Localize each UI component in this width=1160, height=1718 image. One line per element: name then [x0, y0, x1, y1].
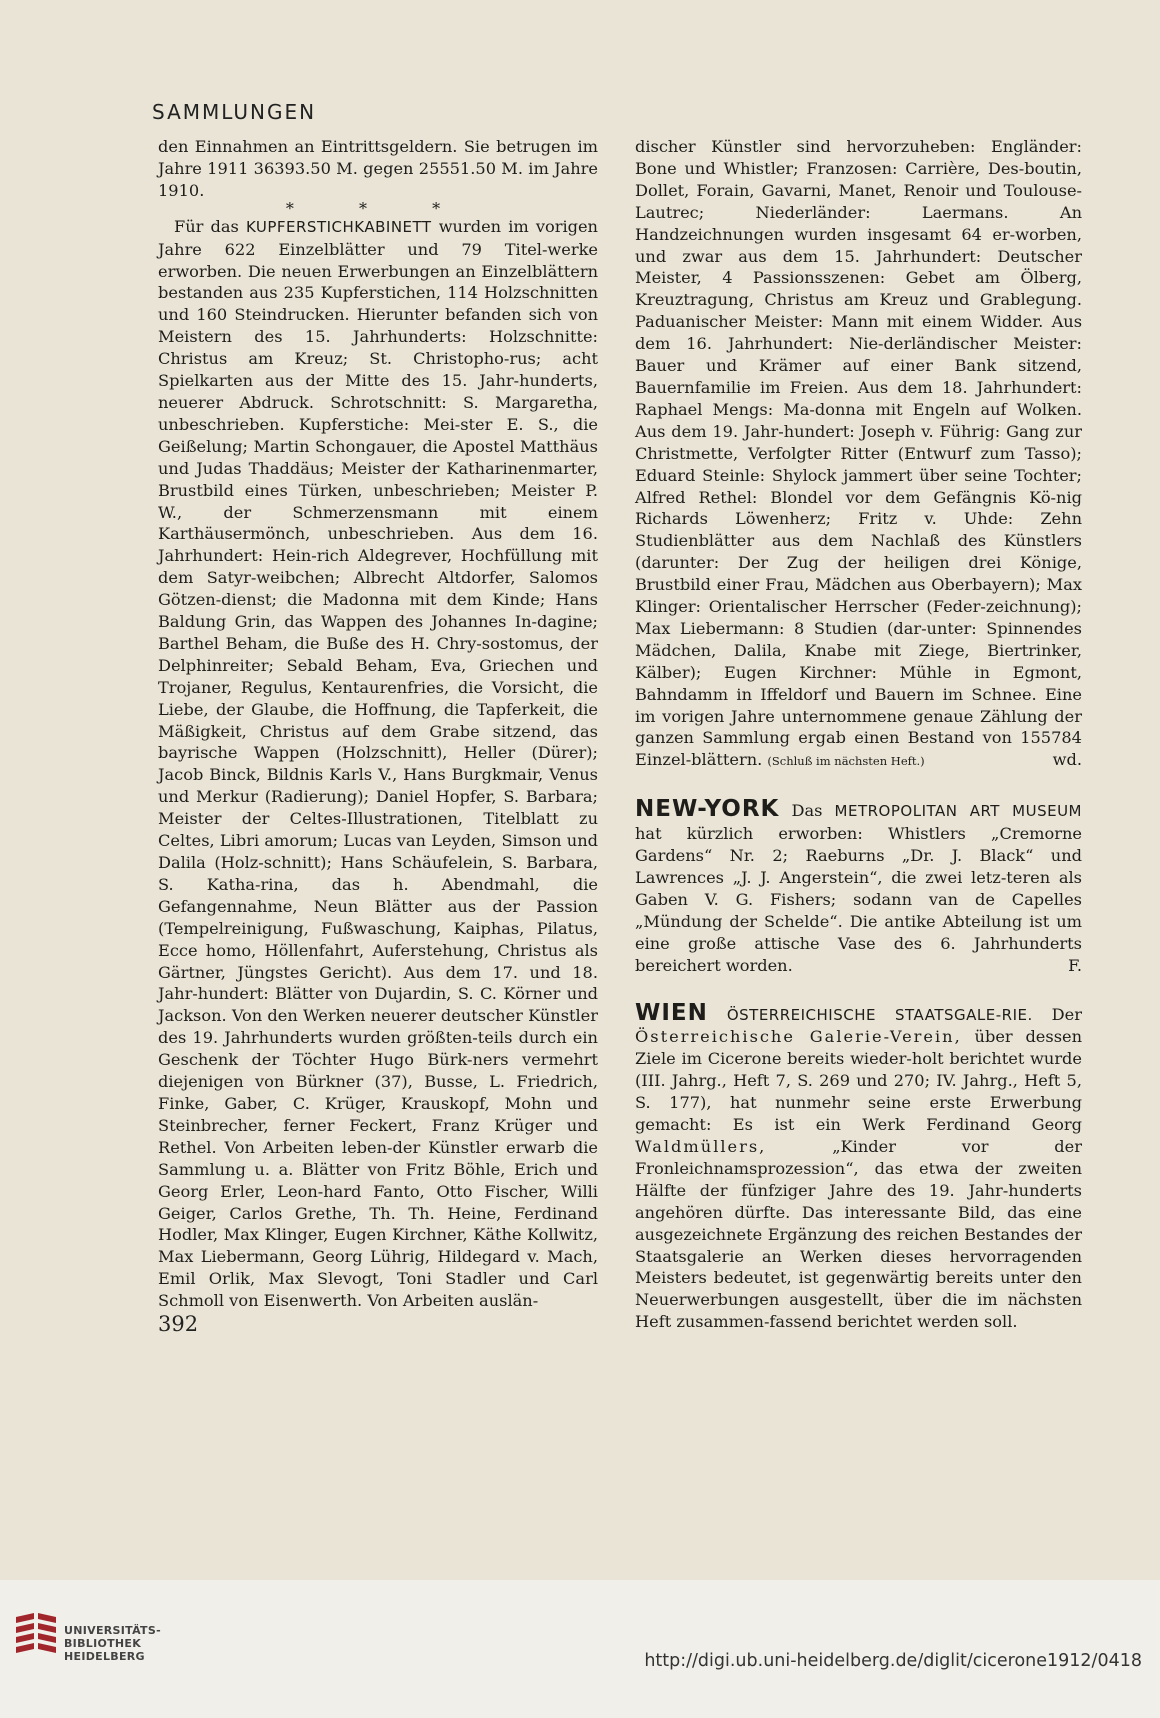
- wien-body-1: über dessen Ziele im Cicerone bereits wieder-holt berichtet wurde (III. Jahrg., Heft 7, S. 269 und 270; IV. Jahrg., Heft 5, S. 177), hat nunmehr seine erste Erwerbung gemacht: Es ist ein Werk Ferdinand Georg: [635, 1027, 1082, 1135]
- wien-heading: WIEN: [635, 999, 708, 1026]
- section-separator: * * *: [285, 198, 471, 218]
- wien-body-2: „Kinder vor der Fronleichnamsprozession“, das etwa der zweiten Hälfte der fünfziger Jahre des 19. Jahr-hunderts angehören dürfte. Das interessante Bild, das eine ausgezeichnete Ergänzung des reichen Bestandes der Staatsgalerie an Werken dieses hervorragenden Meisters bedeutet, ist gegenwärtig bereits unter den Neuerwerbungen ausgestellt, über die im nächsten Heft zusammen-fassend berichtet werden soll.: [635, 1136, 1082, 1332]
- kupferstich-paragraph: [158, 216, 598, 1312]
- page-number: 392: [158, 1312, 199, 1336]
- ny-body: hat kürzlich erworben: Whistlers „Cremorne Gardens“ Nr. 2; Raeburns „Dr. J. Black“ und Lawrences „J. J. Angerstein“, die zwei letz-teren als Gaben V. G. Fishers; sodann van de Capelles „Mündung der Schelde“. Die antike Abteilung ist um eine große attische Vase des 6. Jahrhunderts bereichert worden.: [635, 824, 1082, 975]
- library-name-line: HEIDELBERG: [64, 1650, 145, 1663]
- library-name-line: UNIVERSITÄTS-: [64, 1624, 161, 1637]
- left-column: [158, 136, 598, 1312]
- source-url-link[interactable]: http://digi.ub.uni-heidelberg.de/diglit/cicerone1912/0418: [644, 1651, 1142, 1671]
- kupferstichkabinett-heading: KUPFERSTICHKABINETT: [245, 217, 432, 236]
- new-york-heading: NEW-YORK: [635, 796, 780, 823]
- kupfer-body: wurden im vorigen Jahre 622 Einzelblätter und 79 Titel-werke erworben. Die neuen Erwerbungen an Einzelblättern bestanden aus 235 Kupferstichen, 114 Holzschnitten und 160 Steindrucken. Hierunter befanden sich von Meistern des 15. Jahrhunderts: Holzschnitte: Christus am Kreuz; St. Christopho-rus; acht Spielkarten aus der Mitte des 15. Jahr-hunderts, neuerer Abdruck. Schrotschnitt: S. Margaretha, unbeschrieben. Kupferstiche: Mei-ster E. S., die Geißelung; Martin Schongauer, die Apostel Matthäus und Judas Thaddäus; Meister der Katharinenmarter, Brustbild eines Türken, unbeschrieben; Meister P. W., der Schmerzensmann mit einem Karthäusermönch, unbeschrieben. Aus dem 16. Jahrhundert: Hein-rich Aldegrever, Hochfüllung mit dem Satyr-weibchen; Albrecht Altdorfer, Salomos Götzen-dienst; die Madonna mit dem Kinde; Hans Baldung Grin, das Wappen des Johannes In-dagine; Barthel Beham, die Buße des H. Chry-sostomus, der Delphinreiter; Sebald Beham, Eva, Griechen und Trojaner, Regulus, Kentaurenfries, die Vorsicht, die Liebe, der Glaube, die Hoffnung, die Tapferkeit, die Mäßigkeit, Christus auf dem Grabe sitzend, das bayrische Wappen (Holzschnitt), Heller (Dürer); Jacob Binck, Bildnis Karls V., Hans Burgkmair, Venus und Merkur (Radierung); Daniel Hopfer, S. Barbara; Meister der Celtes-Illustrationen, Titelblatt zu Celtes, Libri amorum; Lucas van Leyden, Simson und Dalila (Holz-schnitt); Hans Schäufelein, S. Barbara, S. Katha-rina, das h. Abendmahl, die Gefangennahme, Neun Blätter aus der Passion (Tempelreinigung, Fußwaschung, Kaiphas, Pilatus, Ecce homo, Höllenfahrt, Auferstehung, Christus als Gärtner, Jüngstes Gericht). Aus dem 17. und 18. Jahr-hundert: Blätter von Dujardin, S. C. Körner und Jackson. Von den Werken neuerer deutscher Künstler des 19. Jahrhunderts wurden größten-teils durch ein Geschenk der Töchter Hugo Bürk-ners vermehrt diejenigen von Bürkner (37), Busse, L. Friedrich, Finke, Gaber, C. Krüger, Krauskopf, Mohn und Steinbrecher, ferner Feckert, Franz Krüger und Rethel. Von Arbeiten leben-der Künstler erwarb die Sammlung u. a. Blätter von Fritz Böhle, Erich und Georg Erler, Leon-hard Fanto, Otto Fischer, Willi Geiger, Carlos Grethe, Th. Th. Heine, Ferdinand Hodler, Max Klinger, Eugen Kirchner, Käthe Kollwitz, Max Liebermann, Georg Lührig, Hildegard v. Mach, Emil Orlik, Max Slevogt, Toni Stadler und Carl Schmoll von Eisenwerth. Von Arbeiten auslän-: [158, 216, 598, 1311]
- waldmueller-name: Waldmüllers,: [635, 1136, 767, 1156]
- right-column: [635, 136, 1082, 1333]
- continued-note: (Schluß im nächsten Heft.): [767, 754, 925, 769]
- library-name-line: BIBLIOTHEK: [64, 1637, 142, 1650]
- metropolitan-heading: METROPOLITAN ART MUSEUM: [834, 802, 1083, 821]
- author-signature-f: F.: [1068, 955, 1082, 975]
- staatsgalerie-heading: ÖSTERREICHISCHE STAATSGALE-RIE.: [726, 1005, 1033, 1024]
- continued-text: discher Künstler sind hervorzuheben: Engländer: Bone und Whistler; Franzosen: Carrière, Des-boutin, Dollet, Forain, Gavarni, Manet, Renoir und Toulouse-Lautrec; Niederländer: Laermans. An Handzeichnungen wurden insgesamt 64 er-worben, und zwar aus dem 15. Jahrhundert: Deutscher Meister, 4 Passionsszenen: Gebet am Ölberg, Kreuztragung, Christus am Kreuz und Grablegung. Paduanischer Meister: Mann mit einem Widder. Aus dem 16. Jahrhundert: Nie-derländischer Meister: Bauer und Krämer auf einer Bank sitzend, Bauernfamilie im Freien. Aus dem 18. Jahrhundert: Raphael Mengs: Ma-donna mit Engeln auf Wolken. Aus dem 19. Jahr-hundert: Joseph v. Führig: Gang zur Christmette, Verfolgter Ritter (Entwurf zum Tasso); Eduard Steinle: Shylock jammert über seine Tochter; Alfred Rethel: Blondel vor dem Gefängnis Kö-nig Richards Löwenherz; Fritz v. Uhde: Zehn Studienblätter aus dem Nachlaß des Künstlers (darunter: Der Zug der heiligen drei Könige, Brustbild einer Frau, Mädchen aus Oberbayern); Max Klinger: Orientalischer Herrscher (Feder-zeichnung); Max Liebermann: 8 Studien (dar-unter: Spinnendes Mädchen, Dalila, Knabe mit Ziege, Biertrinker, Kälber); Eugen Kirchner: Mühle in Egmont, Bahndamm in Iffeldorf und Bauern im Schnee. Eine im vorigen Jahre unternommene genaue Zählung der ganzen Sammlung ergab einen Bestand von 155784 Einzel-blättern.: [635, 137, 1082, 770]
- author-signature-wd: wd.: [1052, 750, 1082, 770]
- new-york-paragraph: [635, 796, 1083, 976]
- wien-lead: Der: [1051, 1004, 1082, 1024]
- intro-paragraph: den Einnahmen an Eintrittsgeldern. Sie betrugen im Jahre 1911 36393.50 M. gegen 25551.50 M. im Jahre 1910.: [158, 137, 598, 200]
- continued-paragraph: [635, 136, 1082, 773]
- wien-paragraph: [635, 999, 1082, 1334]
- kupfer-lead: Für das: [174, 216, 239, 236]
- digitization-footer: [0, 1580, 1160, 1718]
- library-name: [64, 1624, 161, 1663]
- ny-lead: Das: [791, 801, 823, 821]
- galerie-verein-name: Österreichische Galerie-Verein,: [635, 1027, 962, 1047]
- section-heading: SAMMLUNGEN: [152, 100, 317, 124]
- library-logo-icon: [12, 1611, 60, 1655]
